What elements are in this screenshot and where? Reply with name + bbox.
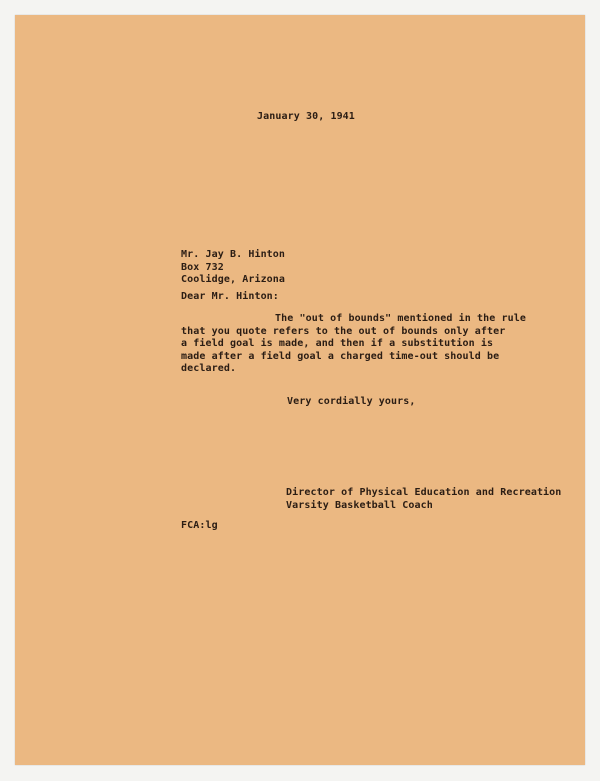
body-line: that you quote refers to the out of bounds only after (181, 325, 506, 337)
recipient-box: Box 732 (181, 261, 224, 273)
body-line: made after a field goal a charged time-out should be (181, 350, 500, 362)
closing: Very cordially yours, (287, 396, 416, 407)
signature-title-line: Varsity Basketball Coach (286, 499, 433, 511)
body-line: The "out of bounds" mentioned in the rule (275, 313, 526, 324)
signature-title-line: Director of Physical Education and Recreation (286, 487, 562, 498)
recipient-address (181, 249, 285, 287)
body-line: a field goal is made, and then if a substitution is (181, 338, 494, 350)
recipient-name: Mr. Jay B. Hinton (181, 249, 286, 260)
letter-date: January 30, 1941 (257, 111, 355, 122)
signature-block (286, 487, 561, 512)
recipient-city: Coolidge, Arizona (181, 274, 286, 286)
salutation: Dear Mr. Hinton: (181, 291, 279, 302)
typist-initials: FCA:lg (181, 520, 218, 531)
body-line: declared. (181, 363, 237, 375)
letter-page (15, 15, 585, 765)
letter-body (181, 313, 526, 376)
